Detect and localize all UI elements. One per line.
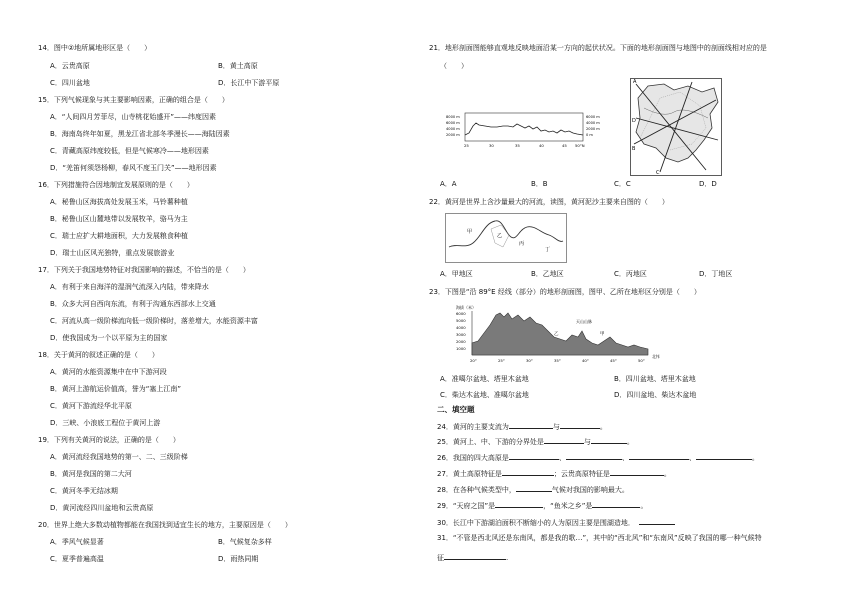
q23-option-a[interactable]: A．准噶尔盆地、塔里木盆地 xyxy=(440,375,529,383)
q31-blank-1[interactable] xyxy=(444,552,509,562)
q23-terrain-profile xyxy=(472,313,648,355)
q22-option-d[interactable]: D．丁地区 xyxy=(699,270,733,278)
q20-option-d[interactable]: D．雨热同期 xyxy=(218,555,259,563)
q22-label-yi: 乙 xyxy=(497,233,503,239)
q23-x-tick-4: 40° xyxy=(582,358,589,363)
q14-option-b[interactable]: B．黄土高原 xyxy=(218,62,258,70)
q22-label-bing: 丙 xyxy=(519,241,525,247)
q21-profile-x-5: 50°N xyxy=(575,143,585,148)
q14-option-c[interactable]: C．四川盆地 xyxy=(50,79,90,87)
q26-text-pre: 26．我国的四大高原是 xyxy=(437,454,509,462)
q24-blank-1[interactable] xyxy=(509,421,553,429)
q22-stem: 22．黄河是世界上含沙量最大的河流，读图，黄河泥沙主要来自图的（ ） xyxy=(429,198,669,206)
q21-map-figure xyxy=(630,78,722,176)
q26-sep-2: 、 xyxy=(621,454,629,462)
q18-option-c[interactable]: C．黄河下游流经华北平原 xyxy=(50,402,132,410)
q21-profile-yr-3: 0 m xyxy=(586,133,593,137)
q15-option-d[interactable]: D．“羌笛何须怨杨柳，春风不度玉门关”——地形因素 xyxy=(50,164,217,172)
q20-option-a[interactable]: A．季风气候显著 xyxy=(50,538,104,546)
fill-in-section-title: 二、填空题 xyxy=(437,405,475,414)
q25 xyxy=(437,436,634,447)
q22-map-frame xyxy=(446,214,567,263)
q23-x-tick-5: 45° xyxy=(610,358,617,363)
q19-option-b[interactable]: B．黄河是我国的第二大河 xyxy=(50,470,132,478)
q18-option-d[interactable]: D．三峡、小浪底工程位于黄河上游 xyxy=(50,419,161,427)
q31-text-end: . xyxy=(506,554,509,562)
q24-text-pre: 24．黄河的主要支流为 xyxy=(437,423,509,431)
q21-map-letter-d: D xyxy=(632,118,636,124)
q21-option-a[interactable]: A．A xyxy=(440,180,457,188)
q15-option-b[interactable]: B．海南岛终年如夏，黑龙江省北部冬季漫长——海陆因素 xyxy=(50,130,230,138)
q26-sep-3: 、 xyxy=(688,454,696,462)
q14-stem: 14．图中②地所属地形区是（ ） xyxy=(38,44,152,52)
q21-profile-yr-1: 4000 m xyxy=(586,121,600,125)
q28-blank-1[interactable] xyxy=(516,484,552,492)
q25-text-mid: 与 xyxy=(583,438,591,446)
q31-line1: 31．“不管是西北风还是东南风，都是我的歌…”，其中的“西北风”和“东南风”反映了我国的哪一种气候特 xyxy=(437,534,762,542)
q23-y-tick-3: 3000 xyxy=(456,332,466,337)
q20-stem: 20．世界上绝大多数动植物都能在我国找到适宜生长的地方，主要原因是（ ） xyxy=(38,521,292,529)
q21-profile-x-3: 40 xyxy=(539,143,544,148)
q21-profile-figure xyxy=(445,110,615,154)
q23-x-tick-0: 20° xyxy=(470,358,477,363)
q17-option-c[interactable]: C．河流从高一级阶梯流向低一级阶梯时，落差增大，水能资源丰富 xyxy=(50,317,258,325)
q23-profile-figure xyxy=(442,303,672,367)
q22-label-ding: 丁 xyxy=(545,247,551,253)
q21-map-letter-b: B xyxy=(632,146,636,152)
q24-text-mid: 与 xyxy=(552,423,560,431)
q23-option-c[interactable]: C．柴达木盆地、准噶尔盆地 xyxy=(440,391,529,399)
q23-x-tick-3: 35° xyxy=(554,358,561,363)
q23-label-yi: 乙 xyxy=(554,332,559,337)
q17-stem: 17．下列关于我国地势特征对我国影响的描述，不恰当的是（ ） xyxy=(38,266,250,274)
q22-label-jia: 甲 xyxy=(467,229,473,235)
q16-option-b[interactable]: B．秘鲁山区山麓地带以发展牧羊，骆马为主 xyxy=(50,215,188,223)
q26-blank-1[interactable] xyxy=(509,452,559,460)
q24 xyxy=(437,421,607,432)
q14-option-a[interactable]: A．云贵高原 xyxy=(50,62,90,70)
q29-blank-2[interactable] xyxy=(592,500,640,508)
q22-option-a[interactable]: A．甲地区 xyxy=(440,270,473,278)
q21-map-letter-c: C xyxy=(656,170,660,176)
q21-profile-x-0: 25 xyxy=(464,143,469,148)
q26-blank-3[interactable] xyxy=(629,452,689,460)
q15-option-c[interactable]: C．青藏高原纬度较低，但是气候寒冷——地形因素 xyxy=(50,147,209,155)
q17-option-a[interactable]: A．有利于来自海洋的湿润气流深入内陆，带来降水 xyxy=(50,283,209,291)
q21-option-b[interactable]: B．B xyxy=(531,180,548,188)
q22-option-c[interactable]: C．丙地区 xyxy=(614,270,647,278)
q23-option-b[interactable]: B．四川盆地、塔里木盆地 xyxy=(614,375,696,383)
q21-option-d[interactable]: D．D xyxy=(699,180,717,188)
q30-text-pre: 30．长江中下游湖泊面积不断缩小的人为原因主要是围湖造地． xyxy=(437,519,635,527)
q27-blank-1[interactable] xyxy=(502,468,554,476)
q19-option-d[interactable]: D．黄河流经四川盆地和云贵高原 xyxy=(50,504,154,512)
q27-blank-2[interactable] xyxy=(610,468,664,476)
q21-stem-line2: （ ） xyxy=(440,62,468,70)
q28-text-pre: 28．在各种气候类型中， xyxy=(437,486,516,494)
q25-text-pre: 25．黄河上、中、下游的分界处是 xyxy=(437,438,544,446)
q21-profile-x-4: 45 xyxy=(562,143,567,148)
q21-profile-line xyxy=(465,123,583,135)
q30-blank-1[interactable] xyxy=(639,517,675,525)
q23-y-tick-0: 6000 xyxy=(456,311,466,316)
q16-stem: 16．下列措施符合因地制宜发展原则的是（ ） xyxy=(38,181,194,189)
q23-y-tick-5: 1000 xyxy=(456,346,466,351)
q31-line2 xyxy=(437,552,508,563)
q24-text-end: 。 xyxy=(599,423,607,431)
q28 xyxy=(437,484,629,495)
q21-profile-x-2: 35 xyxy=(515,143,520,148)
q26-blank-2[interactable] xyxy=(566,452,622,460)
q22-yellow-river-map xyxy=(445,213,567,263)
q23-label-jia: 甲 xyxy=(600,332,605,337)
q27-text-pre: 27．黄土高原特征是 xyxy=(437,470,502,478)
q23-option-d[interactable]: D．四川盆地、柴达木盆地 xyxy=(614,391,697,399)
q15-option-a[interactable]: A．“人间四月芳菲尽，山寺桃花始盛开”——纬度因素 xyxy=(50,113,217,121)
q16-option-c[interactable]: C．瑞士应扩大耕地面积，大力发展粮食种植 xyxy=(50,232,188,240)
q17-option-d[interactable]: D．使我国成为一个以平原为主的国家 xyxy=(50,334,168,342)
q21-stem-line1: 21．地形剖面图能够直观地反映地面沿某一方向的起伏状况。下面的地形剖面图与地图中的剖面线相对应的是 xyxy=(429,44,767,52)
q27-text-end: 。 xyxy=(663,470,671,478)
q21-profile-x-1: 30 xyxy=(489,143,494,148)
q26-text-end: 。 xyxy=(751,454,759,462)
q18-stem: 18．关于黄河的叙述正确的是（ ） xyxy=(38,351,159,359)
q21-profile-yl-3: 2000 m xyxy=(446,133,460,137)
q29-text-end: 。 xyxy=(640,502,648,510)
q23-y-unit: 海拔（米） xyxy=(456,305,476,310)
q14-option-d[interactable]: D．长江中下游平原 xyxy=(218,79,280,87)
q21-option-c[interactable]: C．C xyxy=(614,180,631,188)
q22-option-b[interactable]: B．乙地区 xyxy=(531,270,564,278)
q21-profile-yl-2: 4000 m xyxy=(446,127,460,131)
q29 xyxy=(437,500,647,511)
q21-profile-frame xyxy=(465,113,583,141)
q24-blank-2[interactable] xyxy=(560,421,600,429)
q30 xyxy=(437,517,675,528)
q16-option-d[interactable]: D．瑞士山区风光独特，重点发展旅游业 xyxy=(50,249,175,257)
q23-x-unit: 北纬 xyxy=(652,354,660,359)
q19-option-a[interactable]: A．黄河流经我国地势的第一、二、三级阶梯 xyxy=(50,453,188,461)
q29-text-pre: 29．“天府之国”是 xyxy=(437,502,496,510)
q23-x-tick-1: 25° xyxy=(498,358,505,363)
q19-option-c[interactable]: C．黄河冬季无结冰期 xyxy=(50,487,118,495)
q29-blank-1[interactable] xyxy=(495,500,543,508)
q26-sep-1: 、 xyxy=(558,454,566,462)
q27 xyxy=(437,468,671,479)
q31-text-pre: 征 xyxy=(437,554,444,562)
q21-profile-yl-1: 6000 m xyxy=(446,121,460,125)
q23-stem: 23．下图是“沿 89°E 经线（部分）的地形剖面图，图甲、乙所在地形区分别是（ ） xyxy=(429,288,701,296)
q29-text-mid: ，“鱼米之乡”是 xyxy=(543,502,593,510)
q23-x-tick-2: 30° xyxy=(526,358,533,363)
q26-blank-4[interactable] xyxy=(696,452,752,460)
q21-profile-yl-0: 8000 m xyxy=(446,115,460,119)
q28-text-end: 气候对我国的影响最大。 xyxy=(551,486,629,494)
q25-blank-2[interactable] xyxy=(591,436,627,444)
q26 xyxy=(437,452,759,463)
q18-option-a[interactable]: A．黄河的水能资源集中在中下游河段 xyxy=(50,368,167,376)
q25-blank-1[interactable] xyxy=(544,436,584,444)
q21-profile-yr-2: 2000 m xyxy=(586,127,600,131)
q23-y-tick-2: 4000 xyxy=(456,325,466,330)
q19-stem: 19．下列有关黄河的说法，正确的是（ ） xyxy=(38,436,180,444)
q20-option-c[interactable]: C．夏季普遍高温 xyxy=(50,555,104,563)
q23-label-tianshan: 天山山脉 xyxy=(576,319,592,324)
q23-y-tick-4: 2000 xyxy=(456,339,466,344)
q27-text-mid: ；云贵高原特征是 xyxy=(553,470,610,478)
q16-option-a[interactable]: A．秘鲁山区海拔高处发展玉米，马铃薯种植 xyxy=(50,198,188,206)
q23-y-tick-1: 5000 xyxy=(456,318,466,323)
q23-x-tick-6: 50° xyxy=(638,358,645,363)
q21-map-letter-a: A xyxy=(633,79,637,85)
q18-option-b[interactable]: B．黄河上游航运价值高，誉为“塞上江南” xyxy=(50,385,182,393)
q15-stem: 15．下列气候现象与其主要影响因素，正确的组合是（ ） xyxy=(38,96,229,104)
q17-option-b[interactable]: B．众多大河自西向东流，有利于沟通东西部水上交通 xyxy=(50,300,216,308)
q20-option-b[interactable]: B．气候复杂多样 xyxy=(218,538,272,546)
q21-profile-yr-0: 6000 m xyxy=(586,115,600,119)
q25-text-end: 。 xyxy=(626,438,634,446)
